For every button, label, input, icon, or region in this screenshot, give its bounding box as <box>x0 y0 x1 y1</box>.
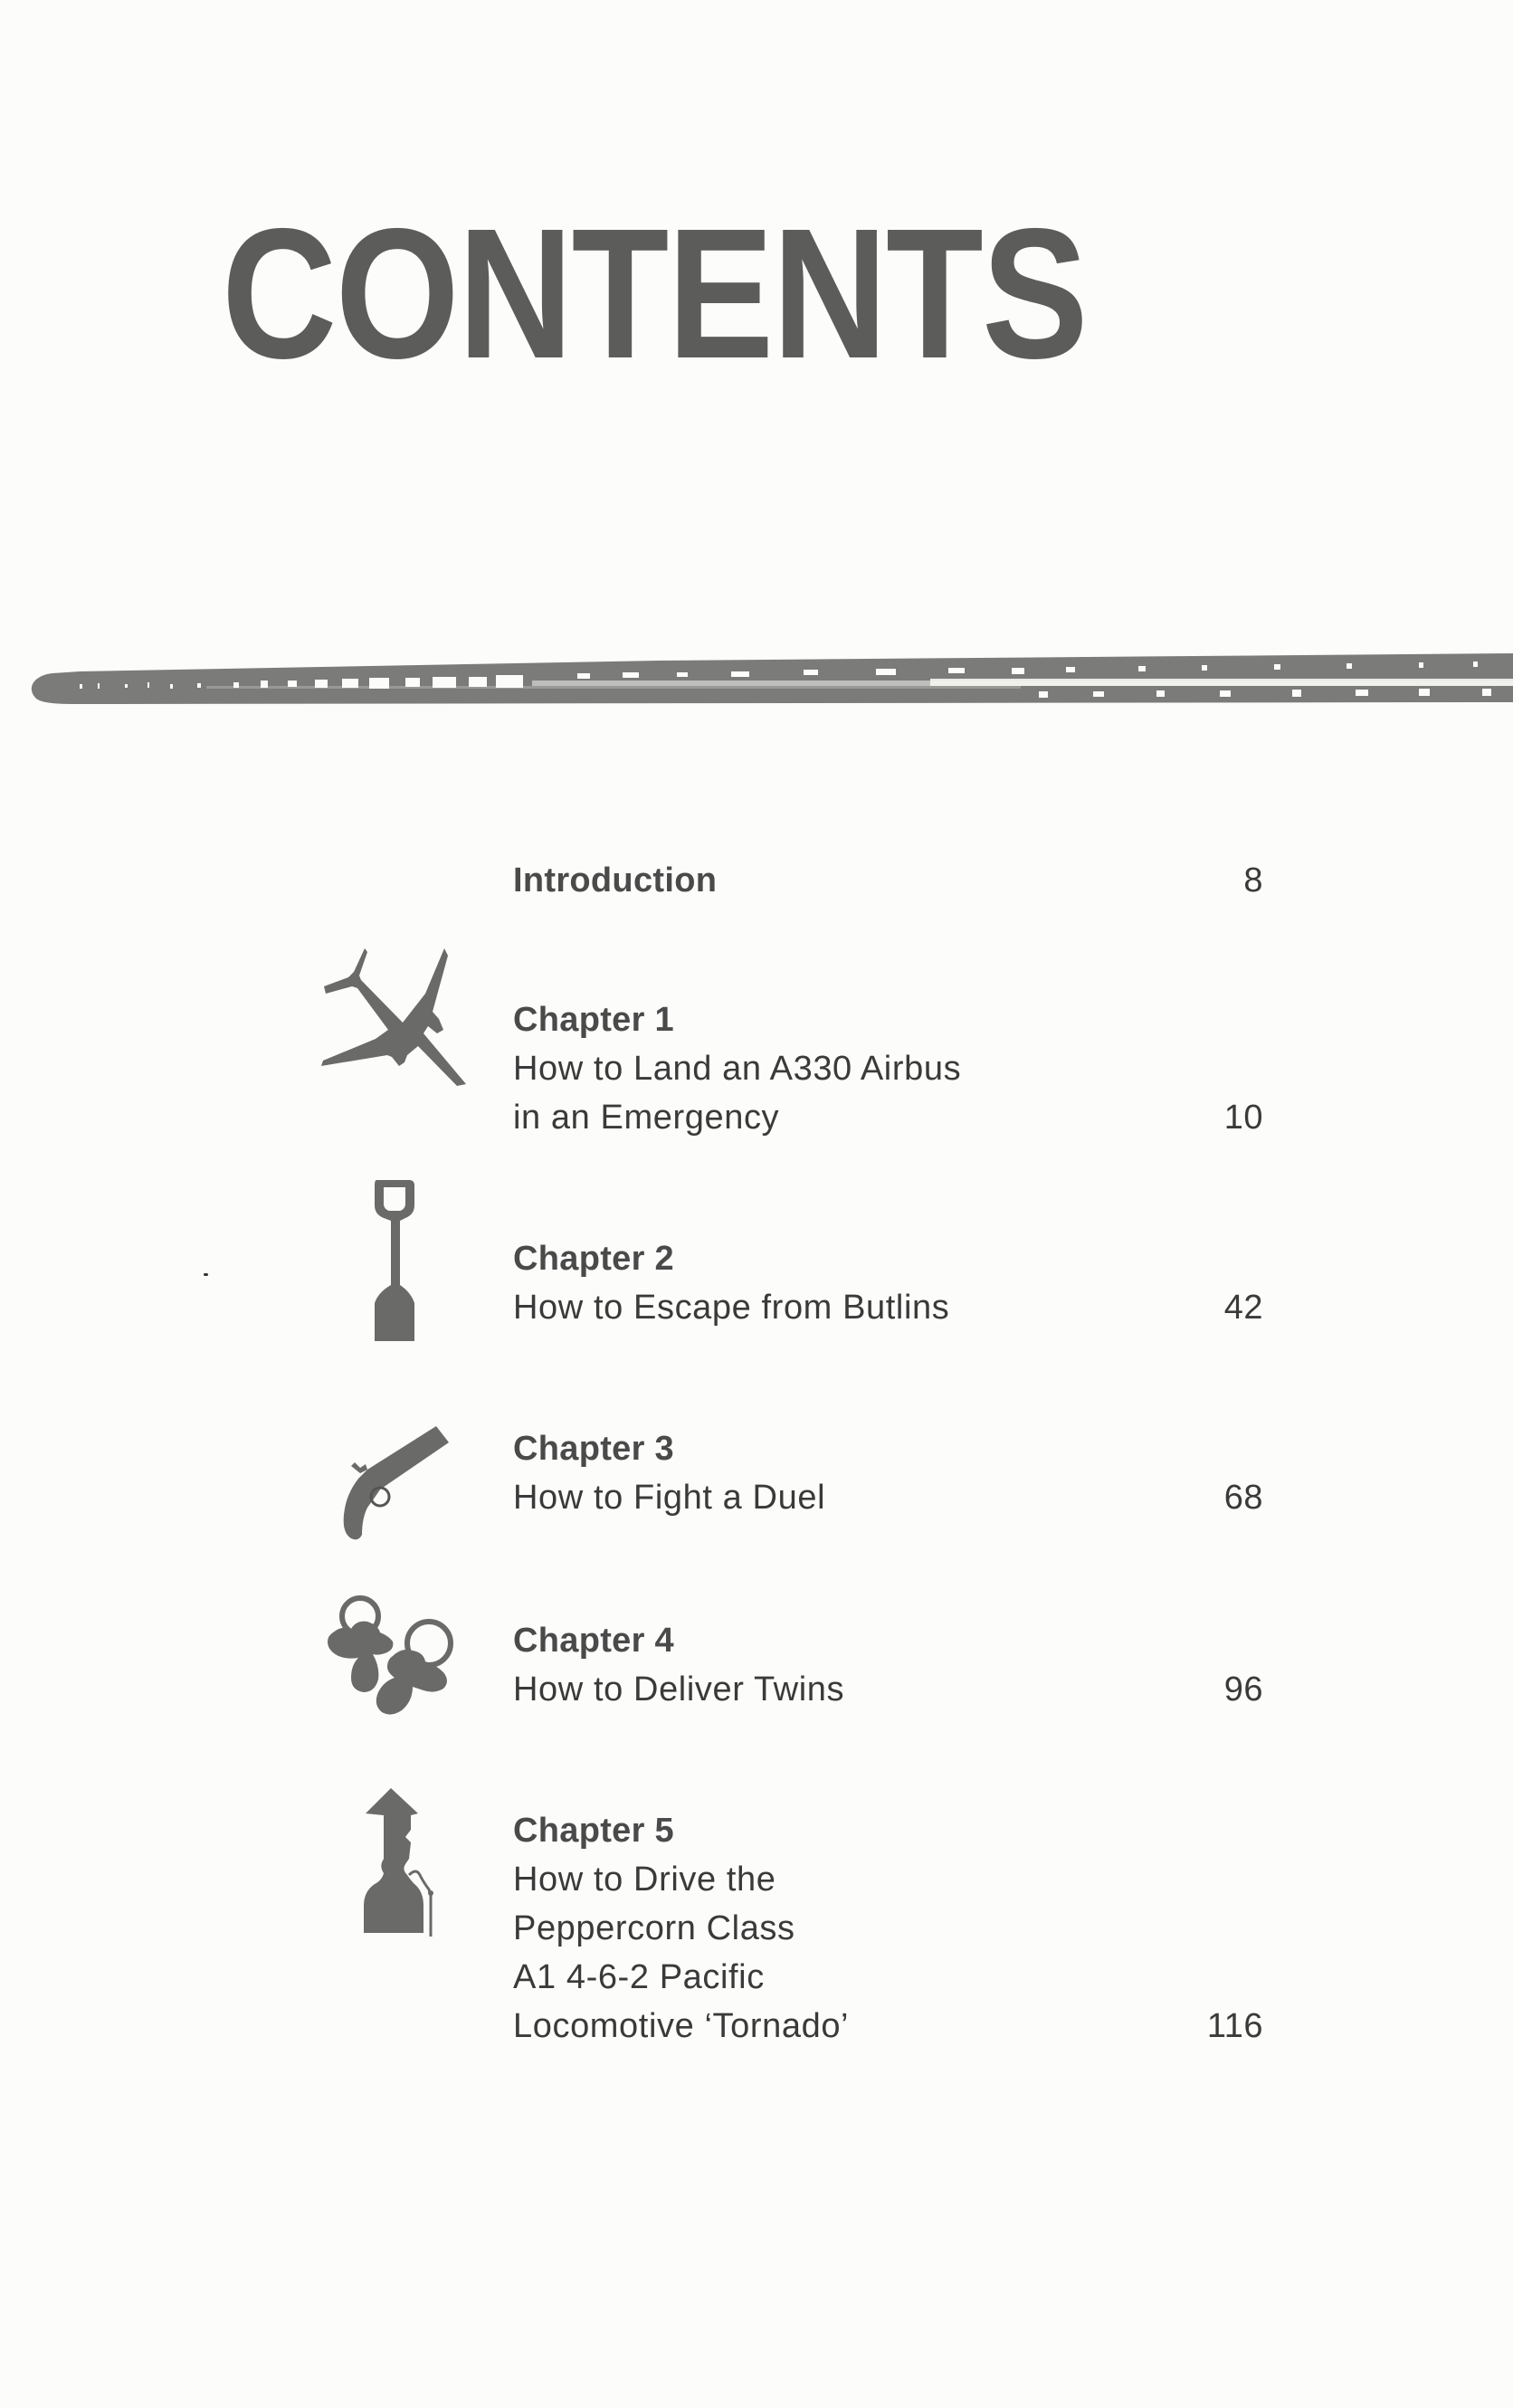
spade-icon <box>369 1178 420 1343</box>
pacifiers-icon <box>324 1589 465 1720</box>
toc-entry-chapter-3[interactable] <box>513 1424 1269 1522</box>
chapter-title-line: How to Drive the <box>513 1861 776 1899</box>
toc-entry-chapter-5[interactable] <box>513 1806 1269 2051</box>
print-speck <box>204 1273 208 1276</box>
chapter-heading: Chapter 4 <box>513 1622 674 1660</box>
chapter-title-line: How to Fight a Duel <box>513 1479 826 1517</box>
chapter-title-line: A1 4-6-2 Pacific <box>513 1958 765 1996</box>
chapter-title-line: Peppercorn Class <box>513 1909 795 1947</box>
chapter-heading: Chapter 1 <box>513 1001 674 1039</box>
pistol-icon <box>340 1424 452 1542</box>
chapter-title-line: How to Land an A330 Airbus <box>513 1050 962 1088</box>
chapter-title-line: How to Escape from Butlins <box>513 1289 950 1327</box>
steam-whistle-icon <box>357 1786 447 1938</box>
page-number: 68 <box>1223 1479 1263 1517</box>
toc-entry-chapter-1[interactable] <box>513 995 1269 1142</box>
page-number: 116 <box>1206 2007 1263 2045</box>
page-title: CONTENTS <box>222 190 1087 397</box>
airplane-icon <box>312 939 475 1093</box>
page-number: 42 <box>1223 1289 1263 1327</box>
page-number: 96 <box>1223 1670 1263 1708</box>
chapter-title-line: How to Deliver Twins <box>513 1670 845 1708</box>
entry-label: Introduction <box>513 861 718 899</box>
chapter-title-line: in an Emergency <box>513 1099 780 1137</box>
chapter-heading: Chapter 3 <box>513 1430 674 1468</box>
brush-stroke-divider <box>25 648 1513 717</box>
toc-entry-chapter-4[interactable] <box>513 1616 1269 1714</box>
page-number: 8 <box>1243 861 1263 899</box>
chapter-heading: Chapter 2 <box>513 1240 674 1278</box>
chapter-title-line: Locomotive ‘Tornado’ <box>513 2007 850 2045</box>
toc-entry-introduction[interactable] <box>513 856 1269 905</box>
page-number: 10 <box>1223 1099 1263 1137</box>
toc-entry-chapter-2[interactable] <box>513 1234 1269 1332</box>
chapter-heading: Chapter 5 <box>513 1812 674 1850</box>
